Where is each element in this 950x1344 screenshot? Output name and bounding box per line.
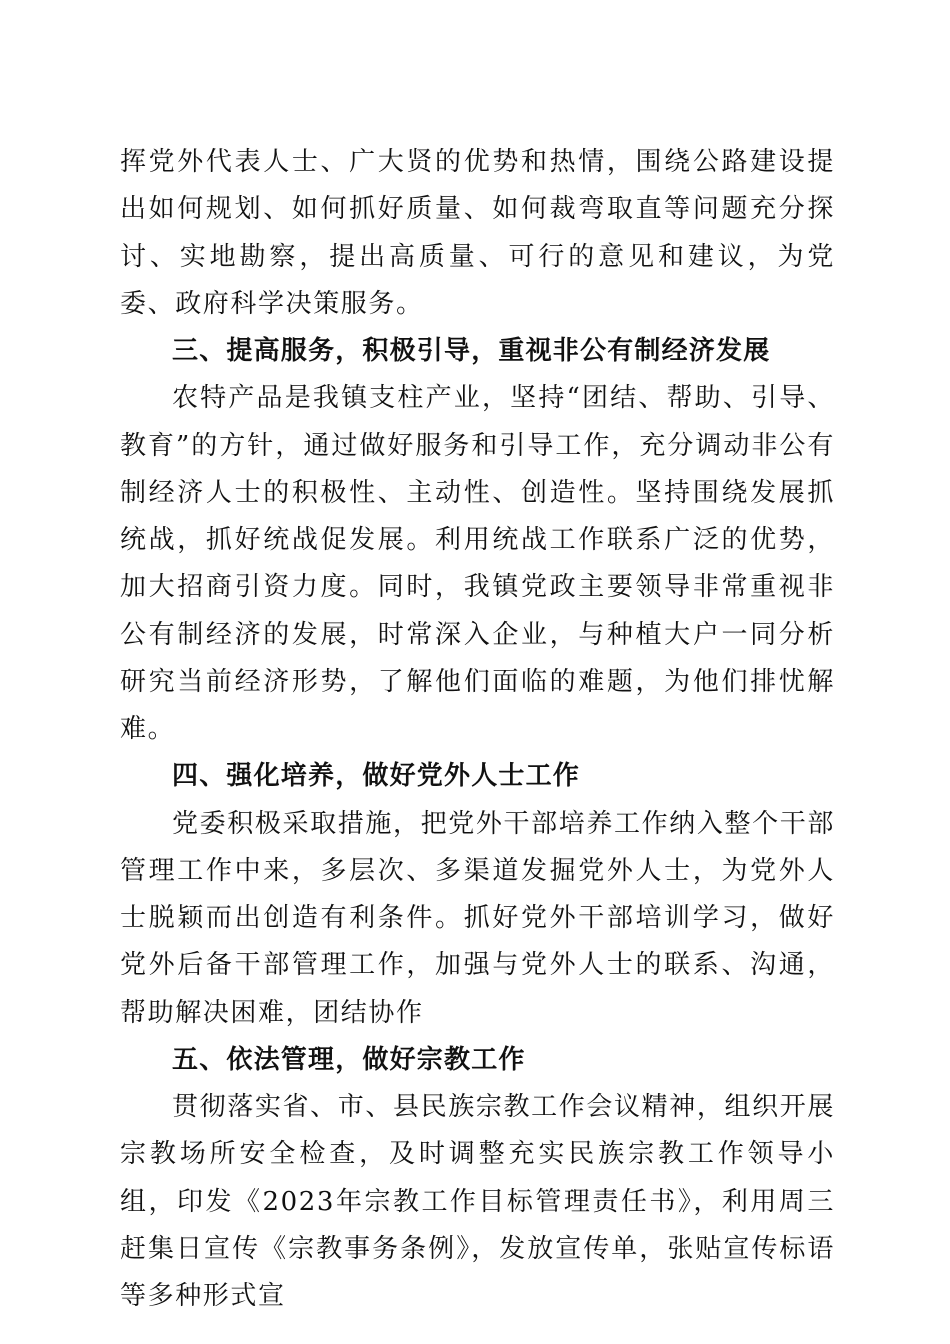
section-body-3: 农特产品是我镇支柱产业，坚持“团结、帮助、引导、教育”的方针，通过做好服务和引导工作，充分调动非公有制经济人士的积极性、主动性、创造性。坚持围绕发展抓统战，抓好统战促发展。利用统战工作联系广泛的优势，加大招商引资力度。同时，我镇党政主要领导非常重视非公有制经济的发展，时常深入企业，与种植大户一同分析研究当前经济形势，了解他们面临的难题，为他们排忧解难。 xyxy=(120,383,835,744)
section-body-5: 贯彻落实省、市、县民族宗教工作会议精神，组织开展宗教场所安全检查，及时调整充实民族宗教工作领导小组，印发《2023年宗教工作目标管理责任书》，利用周三赶集日宣传《宗教事务条例》，发放宣传单，张贴宣传标语等多种形式宣 xyxy=(120,1092,835,1311)
continuation-paragraph: 挥党外代表人士、广大贤的优势和热情，围绕公路建设提出如何规划、如何抓好质量、如何裁弯取直等问题充分探讨、实地勘察，提出高质量、可行的意见和建议，为党委、政府科学决策服务。 xyxy=(120,147,835,319)
section-heading-5: 五、依法管理，做好宗教工作 xyxy=(172,1044,526,1075)
section-heading-3: 三、提高服务，积极引导，重视非公有制经济发展 xyxy=(172,336,771,366)
section-heading-4: 四、强化培养，做好党外人士工作 xyxy=(172,761,581,792)
section-body-4: 党委积极采取措施，把党外干部培养工作纳入整个干部管理工作中来，多层次、多渠道发掘党外人士，为党外人士脱颖而出创造有利条件。抓好党外干部培训学习，做好党外后备干部管理工作，加强与党外人士的联系、沟通，帮助解决困难，团结协作 xyxy=(120,808,835,1028)
document-body xyxy=(120,139,835,1320)
